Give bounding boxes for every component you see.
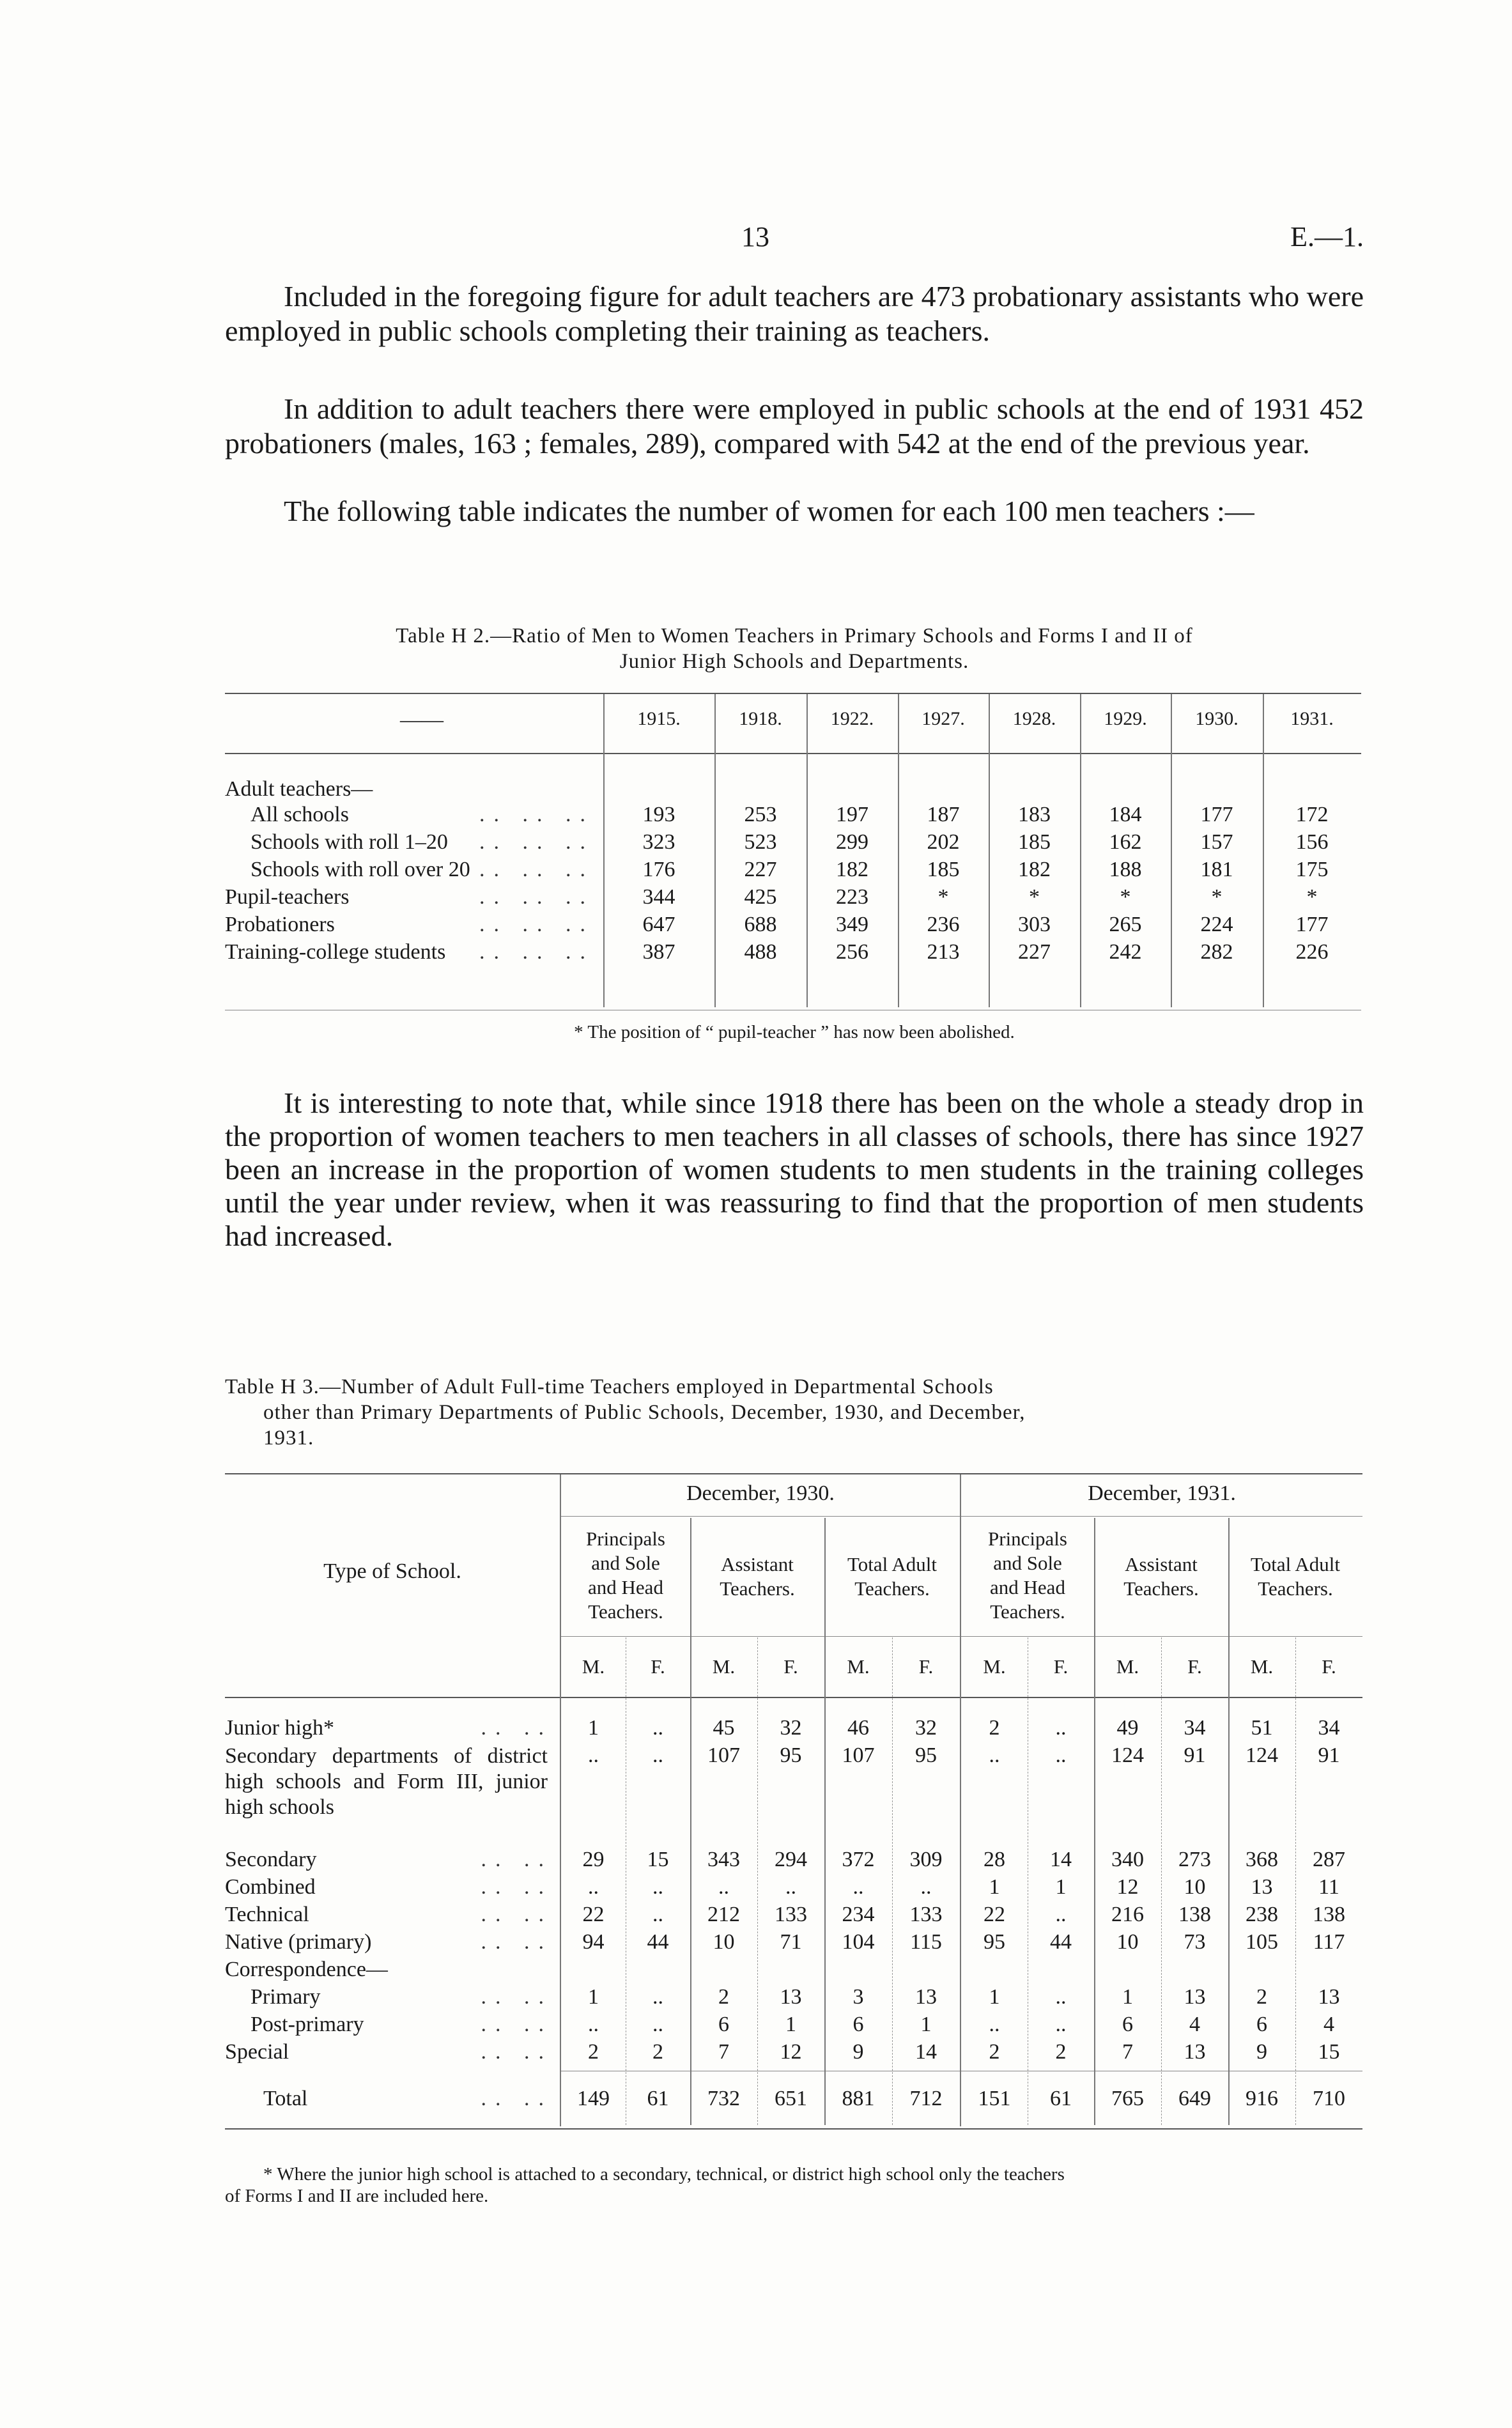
table-h2-cell: 176 [642,858,675,881]
table-h2-cell: 197 [836,803,868,826]
table-h2-cell: 156 [1295,830,1329,854]
table-h3-cell: 10 [1184,1875,1206,1899]
table-h3-cell: 4 [1323,2013,1334,2036]
table-h2-cell: 187 [927,803,960,826]
table-h2-cell: 157 [1200,830,1233,854]
table-h2-year-header: 1922. [830,708,874,729]
table-h2-cell: 213 [927,940,960,964]
table-h3-cell: 104 [842,1930,875,1954]
table-h2-cell: 647 [642,913,675,936]
table-h3-cell: 3 [852,1985,864,2009]
table-h3-cell: .. [652,1744,663,1767]
table-h3-total-cell: 651 [775,2087,807,2110]
table-h3-cell: 273 [1178,1848,1211,1871]
table-h3-mf-header: F. [1322,1655,1336,1678]
table-h3-cell: .. [989,1744,1000,1767]
table-h2-cell: 162 [1109,830,1142,854]
table-h2-cell: 688 [744,913,777,936]
table-h3-cell: 138 [1178,1903,1211,1926]
table-h3-cell: 51 [1251,1716,1273,1740]
table-h3-cell: .. [1055,1903,1067,1926]
paragraph-observation: It is interesting to note that, while since 1918 there has been on the whole a steady drop in the proportion of women teachers to men teachers in all classes of schools, there has since 1927 been an increase in the proportion of women students to men students in the training colleges until the year under review, when it was reassuring to find that the proportion of men students had increased. [225,1086,1364,1252]
table-h2-cell: 182 [836,858,868,881]
table-h3-cell: 6 [718,2013,729,2036]
table-h3-cell: 2 [588,2040,599,2064]
table-h3-total-label: Total [263,2087,308,2110]
table-h3-row-label: Secondary departments of district high schools and Form III, junior high schools [225,1744,548,1819]
table-h3-cell: 6 [1122,2013,1133,2036]
table-h2-footnote: * The position of “ pupil-teacher ” has now been abolished. [574,1022,1015,1042]
table-h3-row-label: Primary [251,1985,321,2009]
table-h3-mf-header: M. [1250,1655,1274,1678]
table-h3-cell: .. [588,1744,599,1767]
table-h3-cell: 91 [1184,1744,1206,1767]
table-h3-cell: 9 [1256,2040,1267,2064]
table-h3-cell: 309 [909,1848,943,1871]
table-h3-cell: 34 [1184,1716,1206,1740]
table-h3-cell: 91 [1318,1744,1340,1767]
table-h3-cell: 115 [910,1930,942,1954]
type-of-school-header: Type of School. [323,1559,461,1583]
table-h3-subheader: Teachers. [1258,1577,1333,1600]
table-h2-cell: 323 [642,830,675,854]
table-h2-row-label: Schools with roll 1–20 [251,830,448,854]
table-h2-year-header: 1929. [1104,708,1147,729]
table-h3-cell: 7 [718,2040,729,2064]
table-h2-year-header: 1927. [922,708,965,729]
table-h3-cell: 13 [1184,2040,1206,2064]
table-h2-year-header: 1915. [637,708,681,729]
table-h3-total-cell: 149 [577,2087,610,2110]
table-h2-leader-dots: .. .. .. [479,858,594,881]
table-h3-cell: 29 [582,1848,605,1871]
table-h3-cell: 49 [1116,1716,1139,1740]
table-h3-cell: .. [588,1875,599,1899]
table-h2-year-header: 1930. [1195,708,1238,729]
table-h3-leader-dots: .. .. [481,1903,553,1926]
table-h3-cell: 11 [1318,1875,1339,1899]
table-h3-leader-dots: .. .. [481,1930,553,1954]
table-h3-cell: 107 [842,1744,875,1767]
table-h2-cell: 181 [1200,858,1233,881]
table-h3-cell: 12 [1116,1875,1139,1899]
table-h3-cell: 6 [1256,2013,1267,2036]
table-h2-cell: 172 [1295,803,1329,826]
table-h3-cell: 22 [582,1903,605,1926]
table-h3-cell: 287 [1313,1848,1345,1871]
table-h3-cell: 1 [785,2013,796,2036]
table-h2-row-label: All schools [251,803,349,826]
table-h2-row-label: Schools with roll over 20 [251,858,470,881]
table-h3-cell: 1 [1122,1985,1133,2009]
table-h2-cell: 282 [1200,940,1233,964]
table-h3-cell: 14 [915,2040,937,2064]
table-h2-cell: 182 [1018,858,1051,881]
table-h3-subheader: Assistant [1125,1553,1198,1575]
table-h3-cell: 28 [984,1848,1005,1871]
table-h2-cell: 175 [1295,858,1329,881]
table-h2-cell: 236 [927,913,960,936]
table-h3-mf-header: F. [783,1655,798,1678]
table-h2-cell: 299 [836,830,868,854]
table-h3-row-label: Secondary [225,1848,317,1871]
table-h3-cell: 1 [588,1985,599,2009]
table-h3-cell: 13 [1318,1985,1340,2009]
table-h3-cell: 44 [1050,1930,1072,1954]
table-h2-group-label: Adult teachers— [225,777,373,801]
table-h3-cell: 34 [1318,1716,1340,1740]
table-h2-caption-line2: Junior High Schools and Departments. [619,650,969,673]
table-h3-caption-line1: Table H 3.—Number of Adult Full-time Teachers employed in Departmental Schools [225,1375,994,1398]
table-h3-cell: 13 [1251,1875,1273,1899]
table-h3-cell: 9 [852,2040,864,2064]
table-h3-cell: 372 [842,1848,875,1871]
table-h3-row-label: Post-primary [251,2013,364,2036]
table-h3-cell: 368 [1246,1848,1278,1871]
table-h3-cell: 45 [713,1716,735,1740]
table-h3-cell: 1 [1055,1875,1067,1899]
table-h3-cell: .. [652,1985,663,2009]
table-h3-cell: .. [785,1875,796,1899]
table-h3-total-cell: 61 [647,2087,669,2110]
table-h2-cell: 387 [642,940,675,964]
table-h3-subheader: Principals [988,1527,1067,1550]
table-h2-leader-dots: .. .. .. [479,885,594,909]
table-h2-cell: 185 [927,858,960,881]
table-h3-cell: 2 [989,1716,1000,1740]
paragraph-table-intro: The following table indicates the number of women for each 100 men teachers :— [284,495,1254,527]
table-h3-row-label: Combined [225,1875,316,1899]
table-h3-mf-header: F. [1187,1655,1202,1678]
table-h3-cell: 44 [647,1930,669,1954]
page-number: 13 [741,221,769,252]
table-h3-cell: .. [852,1875,864,1899]
table-h2-cell: * [1029,885,1040,909]
table-h3-cell: .. [718,1875,729,1899]
table-h3-mf-header: M. [983,1655,1006,1678]
table-h3-subheader: and Sole [591,1552,660,1574]
table-h3-cell: 105 [1246,1930,1278,1954]
table-h3-cell: .. [588,2013,599,2036]
table-h3-cell: 133 [909,1903,943,1926]
table-h3-cell: 340 [1111,1848,1144,1871]
table-h2-cell: 488 [744,940,777,964]
table-h2-cell: 425 [744,885,777,909]
table-h3-mf-header: F. [918,1655,934,1678]
table-h3-cell: 1 [989,1875,1000,1899]
table-h3-cell: 12 [780,2040,802,2064]
table-h3-cell: 343 [707,1848,740,1871]
table-h2-leader-dots: .. .. .. [479,913,594,936]
table-h3-cell: 107 [707,1744,740,1767]
table-h3-cell: 124 [1111,1744,1144,1767]
table-h2-year-header: 1918. [739,708,782,729]
table-h3-cell: 2 [718,1985,729,2009]
table-h3-cell: .. [1055,1985,1067,2009]
table-h3-cell: 2 [1055,2040,1067,2064]
table-h3-cell: 1 [588,1716,599,1740]
table-h3-caption-line3: 1931. [263,1427,314,1450]
table-h2-row-label: Probationers [225,913,335,936]
table-h2-row-label: Pupil-teachers [225,885,350,909]
table-h3-cell: 2 [1256,1985,1267,2009]
table-h2-cell: 242 [1109,940,1142,964]
table-h2-cell: 183 [1018,803,1051,826]
table-h3-cell: .. [652,1716,663,1740]
table-h2-row-label: Training-college students [225,940,446,964]
table-h3-cell: 15 [1318,2040,1340,2064]
table-h2-cell: 253 [744,803,777,826]
table-h3-cell: 7 [1122,2040,1133,2064]
table-h3-row-label: Correspondence— [225,1958,388,1981]
table-h3-total-cell: 732 [707,2087,740,2110]
table-h3-caption-line2: other than Primary Departments of Public Schools, December, 1930, and December, [263,1401,1026,1424]
table-h2-cell: 303 [1018,913,1051,936]
table-h2-cell: 185 [1018,830,1051,854]
table-h3-cell: 95 [780,1744,802,1767]
table-h3-cell: .. [652,1875,663,1899]
table-h3-subheader: Teachers. [720,1577,795,1600]
table-h2-cell: 184 [1109,803,1142,826]
table-h3-mf-header: M. [712,1655,736,1678]
table-h2-cell: 226 [1295,940,1329,964]
table-h3-cell: .. [920,1875,932,1899]
table-h2-cell: * [1211,885,1223,909]
table-h3-cell: 4 [1189,2013,1200,2036]
table-h3-cell: 124 [1246,1744,1278,1767]
table-h3-cell: 138 [1313,1903,1345,1926]
table-h3-cell: 212 [707,1903,740,1926]
table-h2-cell: 227 [744,858,777,881]
table-h3-total-cell: 151 [978,2087,1011,2110]
table-h3-subheader: Principals [586,1527,665,1550]
document-reference: E.—1. [1290,221,1364,252]
table-h2-cell: * [937,885,949,909]
table-h2-cell: 223 [836,885,868,909]
table-h3-subheader: Teachers. [854,1577,930,1600]
table-h3-cell: 1 [920,2013,932,2036]
table-h2-cell: 177 [1295,913,1329,936]
table-h3-cell: 13 [915,1985,937,2009]
table-h3-cell: 2 [989,2040,1000,2064]
table-h3-row-label: Junior high* [225,1716,334,1740]
table-h3-leader-dots: .. .. [481,1985,553,2009]
table-h3-cell: 10 [1116,1930,1139,1954]
table-h3-total-cell: 649 [1178,2087,1211,2110]
table-h3-mf-header: M. [1116,1655,1139,1678]
period-1930-header: December, 1930. [686,1481,835,1505]
table-h3-subheader: and Head [990,1576,1065,1598]
table-h3-cell: 13 [780,1985,802,2009]
table-h3-cell: 13 [1184,1985,1206,2009]
table-h3-cell: 117 [1313,1930,1345,1954]
table-h3-total-cell: 712 [909,2087,943,2110]
table-h2-leader-dots: .. .. .. [479,830,594,854]
table-h2-year-header: 1928. [1012,708,1056,729]
table-h3-cell: 1 [989,1985,1000,2009]
table-h3-cell: 14 [1050,1848,1072,1871]
table-h2-cell: 523 [744,830,777,854]
table-h3-total-cell: 61 [1050,2087,1072,2110]
table-h3-footnote-line2: of Forms I and II are included here. [225,2186,489,2206]
table-h2-cell: 188 [1109,858,1142,881]
paragraph-probationers: In addition to adult teachers there were employed in public schools at the end of 1931 452 probationers (males, 163 ; females, 289), compared with 542 at the end of the previous year. [225,392,1364,460]
table-h3-leader-dots: .. .. [481,1848,553,1871]
table-h3-cell: .. [1055,1716,1067,1740]
table-h3-leader-dots: .. .. [481,2040,553,2064]
table-h3-cell: 133 [775,1903,807,1926]
table-h3-mf-header: F. [1053,1655,1068,1678]
table-h3-cell: 15 [647,1848,669,1871]
table-h3-cell: 216 [1111,1903,1144,1926]
table-h3-subheader: Assistant [721,1553,794,1575]
table-h2-cell: 193 [642,803,675,826]
table-h3-subheader: Total Adult [847,1553,937,1575]
table-h3-cell: .. [1055,2013,1067,2036]
table-h3-cell: 73 [1184,1930,1206,1954]
table-h3-total-cell: 881 [842,2087,875,2110]
table-h3-cell: 95 [915,1744,937,1767]
table-h2-cell: 177 [1200,803,1233,826]
table-h2-year-header: 1931. [1290,708,1334,729]
table-h2-cell: 256 [836,940,868,964]
table-h3-row-label: Special [225,2040,289,2064]
table-h2-leader-dots: .. .. .. [479,803,594,826]
table-h3-total-cell: 710 [1313,2087,1345,2110]
table-h2-leader-dots: .. .. .. [479,940,594,964]
table-h3-cell: 238 [1246,1903,1278,1926]
paragraph-probationary: Included in the foregoing figure for adult teachers are 473 probationary assistants who were employed in public schools completing their training as teachers. [225,280,1364,347]
table-h3-mf-header: F. [651,1655,665,1678]
table-h3-cell: 32 [915,1716,937,1740]
table-h2-caption-line1: Table H 2.—Ratio of Men to Women Teachers in Primary Schools and Forms I and II of [396,624,1193,647]
table-h3-leader-dots: .. .. [481,2087,553,2110]
table-h3-total-cell: 916 [1246,2087,1278,2110]
table-h2-cell: 349 [836,913,868,936]
table-h3-row-label: Technical [225,1903,309,1926]
table-h3-leader-dots: .. .. [481,2013,553,2036]
table-h3-leader-dots: .. .. [481,1716,553,1740]
table-h3-cell: 32 [780,1716,802,1740]
table-h3-leader-dots: .. .. [481,1875,553,1899]
table-h3-cell: 94 [582,1930,605,1954]
table-h3-cell: 46 [847,1716,869,1740]
table-h2-cell: 224 [1200,913,1233,936]
table-h3-cell: .. [652,2013,663,2036]
table-h3-cell: 22 [984,1903,1005,1926]
table-h2-cell: 227 [1018,940,1051,964]
table-h3-cell: 95 [984,1930,1005,1954]
table-h3-cell: 294 [775,1848,807,1871]
table-h3-cell: 2 [652,2040,663,2064]
table-h3-cell: .. [1055,1744,1067,1767]
table-h3-subheader: and Head [588,1576,663,1598]
table-h2-cell: * [1120,885,1131,909]
table-h3-mf-header: M. [582,1655,605,1678]
table-h3-cell: .. [989,2013,1000,2036]
table-h3-row-label: Native (primary) [225,1930,372,1954]
table-h2-cell: 202 [927,830,960,854]
table-h2-cell: * [1306,885,1318,909]
table-h3-cell: .. [652,1903,663,1926]
table-h3-subheader: Total Adult [1251,1553,1340,1575]
table-h3-total-cell: 765 [1111,2087,1144,2110]
table-h2-dash: —— [400,708,444,732]
table-h3-subheader: Teachers. [1123,1577,1199,1600]
table-h3-mf-header: M. [847,1655,870,1678]
table-h2-cell: 265 [1109,913,1142,936]
table-h3-cell: 6 [852,2013,864,2036]
table-h3-subheader: Teachers. [990,1600,1065,1623]
table-h3-cell: 234 [842,1903,875,1926]
period-1931-header: December, 1931. [1088,1481,1236,1505]
table-h3-cell: 71 [780,1930,802,1954]
table-h3-subheader: and Sole [993,1552,1062,1574]
table-h3-cell: 10 [713,1930,735,1954]
table-h3-subheader: Teachers. [588,1600,663,1623]
table-h2-cell: 344 [642,885,675,909]
table-h3-footnote-line1: * Where the junior high school is attached to a secondary, technical, or district high school only the teachers [263,2164,1065,2184]
